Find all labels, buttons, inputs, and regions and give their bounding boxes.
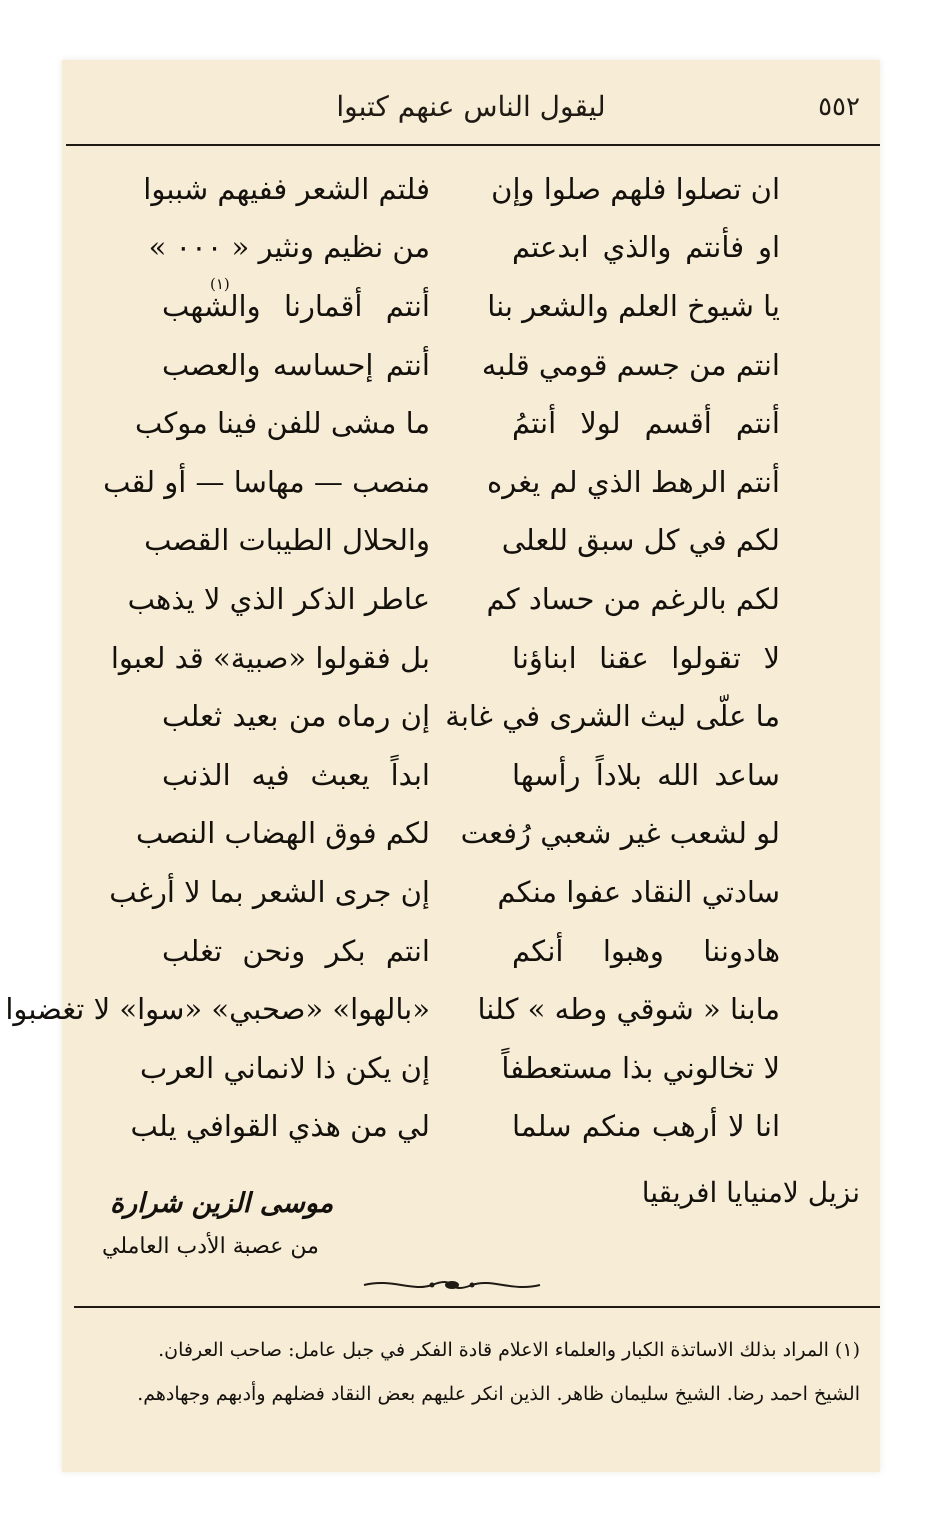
verse [162, 277, 780, 336]
second-hemistich: ما مشى للفن فينا موكب [135, 406, 430, 441]
first-hemistich: او فأنتم والذي ابدعتم [512, 230, 780, 265]
first-hemistich: ما علّى ليث الشرى في غابة [445, 699, 780, 734]
second-hemistich: أنتم أقمارنا والشهب [162, 288, 430, 323]
verse [143, 160, 780, 219]
first-hemistich: لا تخالوني بذا مستعطفاً [501, 1050, 780, 1085]
second-hemistich: انتم بكر ونحن تغلب [162, 933, 430, 968]
first-hemistich: ان تصلوا فلهم صلوا وإن [491, 171, 780, 206]
page-header [62, 86, 880, 142]
verse [144, 512, 780, 571]
second-hemistich: ابداً يعبث فيه الذنب [162, 757, 430, 792]
header-rule [66, 144, 880, 146]
first-hemistich: سادتي النقاد عفوا منكم [497, 874, 780, 909]
first-hemistich: يا شيوخ العلم والشعر بنا [487, 288, 780, 323]
second-hemistich: أنتم إحساسه والعصب [162, 347, 430, 382]
verse [162, 336, 780, 395]
verse [162, 746, 780, 805]
poem-signature-block [62, 1170, 880, 1270]
second-hemistich: لكم فوق الهضاب النصب [136, 816, 430, 851]
verse [136, 805, 780, 864]
footnote-line: الشيخ احمد رضا. الشيخ سليمان ظاهر. الذين انكر عليهم بعض النقاد فضلهم وأدبهم وجهادهم. [137, 1383, 860, 1405]
first-hemistich: مابنا « شوقي وطه » كلنا [477, 992, 780, 1027]
second-hemistich: لي من هذي القوافي يلب [130, 1109, 430, 1144]
verse [127, 570, 780, 629]
first-hemistich: لكم بالرغم من حساد كم [486, 581, 780, 616]
running-title: ليقول الناس عنهم كتبوا [336, 90, 606, 123]
verse [5, 980, 780, 1039]
verse [148, 219, 780, 278]
first-hemistich: ساعد الله بلاداً رأسها [512, 757, 780, 792]
second-hemistich: إن يكن ذا لانماني العرب [140, 1050, 430, 1085]
book-page [5, 60, 880, 1472]
second-hemistich: من نظيم ونثير « ٠٠٠ » [148, 230, 430, 265]
verse [103, 453, 780, 512]
first-hemistich: هادوننا وهبوا أنكم [512, 933, 780, 968]
first-hemistich: لا تقولوا عقنا ابناؤنا [512, 640, 780, 675]
first-hemistich: أنتم أقسم لولا أنتمُ [512, 406, 780, 441]
footnote-line: (١) المراد بذلك الاساتذة الكبار والعلماء الاعلام قادة الفكر في جبل عامل: صاحب العرفان. [158, 1339, 860, 1361]
page-number: ٥٥٢ [818, 92, 860, 122]
dedication: نزيل لامنيايا افريقيا [641, 1176, 860, 1209]
second-hemistich: بل فقولوا «صبية» قد لعبوا [110, 640, 430, 675]
ornament-divider [362, 1274, 542, 1296]
verse [162, 687, 780, 746]
verse [109, 863, 780, 922]
verse [140, 1039, 780, 1098]
author-affiliation: من عصبة الأدب العاملي [102, 1234, 319, 1259]
first-hemistich: لو لشعب غير شعبي رُفعت [460, 816, 780, 851]
author-name: موسى الزين شرارة [110, 1188, 334, 1219]
verse [110, 629, 780, 688]
second-hemistich: منصب — مهاسا — أو لقب [103, 464, 430, 499]
footnotes [68, 1328, 860, 1416]
footnote-rule [74, 1306, 880, 1308]
poem [5, 160, 780, 1156]
second-hemistich: عاطر الذكر الذي لا يذهب [127, 581, 430, 616]
footnote-marker: (١) [210, 275, 230, 294]
first-hemistich: انتم من جسم قومي قلبه [481, 347, 780, 382]
first-hemistich: لكم في كل سبق للعلى [501, 523, 780, 558]
verse [130, 1098, 780, 1157]
second-hemistich: فلتم الشعر ففيهم شببوا [143, 171, 430, 206]
verse [162, 922, 780, 981]
verse [135, 394, 780, 453]
first-hemistich: أنتم الرهط الذي لم يغره [487, 464, 780, 499]
second-hemistich: والحلال الطيبات القصب [144, 523, 430, 558]
second-hemistich: «بالهوا» «صحبي» «سوا» لا تغضبوا [5, 992, 430, 1027]
second-hemistich: إن رماه من بعيد ثعلب [162, 699, 430, 734]
second-hemistich: إن جرى الشعر بما لا أرغب [109, 874, 430, 909]
first-hemistich: انا لا أرهب منكم سلما [512, 1109, 780, 1144]
